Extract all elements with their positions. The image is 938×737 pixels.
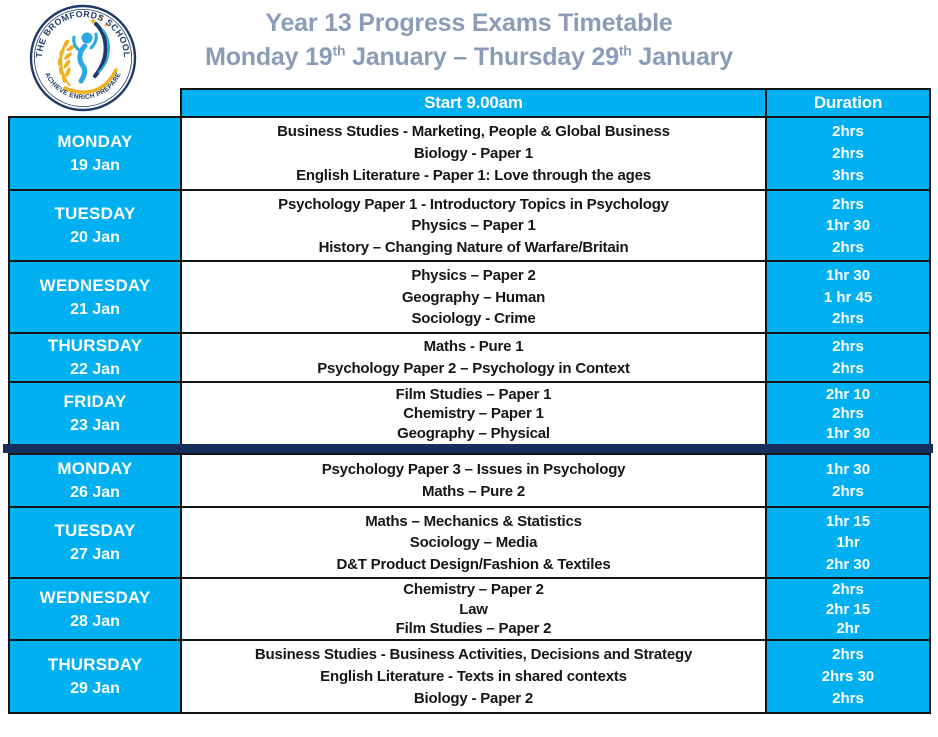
exam-duration: 2hr [836,619,860,637]
exam-duration: 2hr 10 [825,385,871,403]
exam-duration: 1hr 30 [825,217,871,234]
day-date: 29 Jan [70,680,120,697]
exam-duration: 1hr 30 [825,424,871,442]
durations-cell [765,577,931,641]
exam-duration: 2hrs [832,646,864,663]
durations-cell [765,453,931,508]
exam-subject: Physics – Paper 1 [411,217,536,234]
exam-subject: D&T Product Design/Fashion & Textiles [336,555,611,573]
page-header [0,0,938,102]
exam-duration: 2hrs [832,483,864,501]
day-date: 28 Jan [70,612,120,630]
day-cell [8,577,182,641]
exam-duration: 1hr 15 [825,512,871,530]
day-name: MONDAY [57,459,133,478]
exam-subject: Maths – Mechanics & Statistics [365,512,582,530]
subjects-cell [180,453,767,508]
school-logo [29,4,137,112]
durations-cell [765,381,931,446]
exam-duration: 1hr 30 [825,460,871,478]
exam-subject: Biology - Paper 1 [413,145,534,162]
durations-cell [765,189,931,262]
page-title: Year 13 Progress Exams Timetable [265,9,673,37]
week-divider [3,444,933,453]
exam-subject: Maths - Pure 1 [423,338,524,356]
exam-subject: Physics – Paper 2 [411,266,536,284]
exam-duration: 2hrs [832,690,864,707]
table-row [8,116,931,191]
day-date: 20 Jan [70,229,120,246]
table-row [8,260,931,334]
exam-duration: 1hr 30 [825,266,871,284]
exam-duration: 2hrs [832,238,864,256]
exam-subject: Film Studies – Paper 1 [395,385,552,403]
exam-duration: 2hr 30 [825,555,871,573]
school-logo-graphic [29,4,137,112]
table-row [8,639,931,714]
day-name: MONDAY [57,132,133,151]
durations-cell [765,260,931,334]
exam-subject: Sociology - Crime [411,310,536,328]
exam-subject: Sociology – Media [409,534,538,551]
exam-subject: Psychology Paper 2 – Psychology in Context [317,359,630,377]
day-name: THURSDAY [47,655,143,674]
day-date: 19 Jan [70,157,120,174]
exam-duration: 3hrs [832,167,864,184]
day-name: FRIDAY [63,392,127,411]
exam-subject: Chemistry – Paper 2 [403,581,544,599]
day-name: WEDNESDAY [39,275,151,295]
exam-subject: Law [459,600,488,618]
exam-subject: Business Studies - Business Activities, Decisions and Strategy [254,646,693,663]
duration-column-header: Duration [765,88,931,118]
exam-duration: 1 hr 45 [823,288,873,306]
day-date: 23 Jan [70,417,120,434]
subjects-cell [180,506,767,579]
day-name: WEDNESDAY [39,587,151,607]
exam-subject: Geography – Physical [397,424,550,442]
date-range [0,39,938,75]
exam-subject: Chemistry – Paper 1 [403,405,544,422]
subjects-cell [180,332,767,383]
subjects-cell [180,577,767,641]
day-date: 22 Jan [70,361,120,378]
exam-subject: Film Studies – Paper 2 [395,619,552,637]
exam-duration: 2hrs [832,195,864,213]
exam-subject: Biology - Paper 2 [413,690,534,707]
subjects-cell [180,260,767,334]
exam-duration: 2hrs 30 [821,668,875,685]
day-cell [8,332,182,383]
durations-cell [765,506,931,579]
day-cell [8,116,182,191]
subjects-cell [180,639,767,714]
date-range-part: January – Thursday 29 [345,43,619,71]
exam-duration: 2hr 15 [825,600,871,618]
exam-duration: 2hrs [832,405,864,422]
date-ordinal: th [332,42,346,59]
exam-duration: 2hrs [832,581,864,599]
date-range-part: Monday 19 [205,43,333,71]
day-name: THURSDAY [47,336,143,355]
timetable [8,88,931,714]
date-ordinal: th [618,42,632,59]
exam-duration: 2hrs [832,338,864,356]
page-titles [0,0,938,75]
table-row [8,453,931,508]
table-header-row [8,88,931,118]
logo-bottom-text: ACHIEVE ENRICH PREPARE [43,71,123,102]
exam-duration: 2hrs [832,123,864,140]
day-date: 21 Jan [70,300,120,318]
subjects-cell [180,116,767,191]
table-row [8,189,931,262]
durations-cell [765,116,931,191]
exam-subject: Geography – Human [401,288,546,306]
exam-duration: 1hr [836,534,860,551]
exam-subject: English Literature - Paper 1: Love through the ages [296,167,651,184]
day-name: TUESDAY [54,521,136,540]
start-column-header: Start 9.00am [180,88,767,118]
exam-duration: 2hrs [832,310,864,328]
exam-subject: Business Studies - Marketing, People & Global Business [277,123,670,140]
table-row [8,381,931,446]
subjects-cell [180,381,767,446]
table-row [8,332,931,383]
day-cell [8,381,182,446]
day-cell [8,260,182,334]
durations-cell [765,332,931,383]
exam-subject: Psychology Paper 1 - Introductory Topics in Psychology [278,195,669,213]
day-cell [8,639,182,714]
logo-top-text: THE BROMFORDS SCHOOL [33,8,133,58]
exam-subject: English Literature - Texts in shared contexts [320,668,627,685]
exam-subject: Psychology Paper 3 – Issues in Psychology [321,460,626,478]
day-cell [8,189,182,262]
date-range-part: January [631,43,733,71]
table-row [8,577,931,641]
day-date: 26 Jan [70,484,120,501]
exam-duration: 2hrs [832,359,864,377]
day-cell [8,453,182,508]
durations-cell [765,639,931,714]
exam-subject: History – Changing Nature of Warfare/Britain [318,238,629,256]
subjects-cell [180,189,767,262]
exam-duration: 2hrs [832,145,864,162]
day-name: TUESDAY [54,204,136,223]
day-date: 27 Jan [70,546,120,563]
day-cell [8,506,182,579]
table-row [8,506,931,579]
exam-subject: Maths – Pure 2 [421,483,526,501]
